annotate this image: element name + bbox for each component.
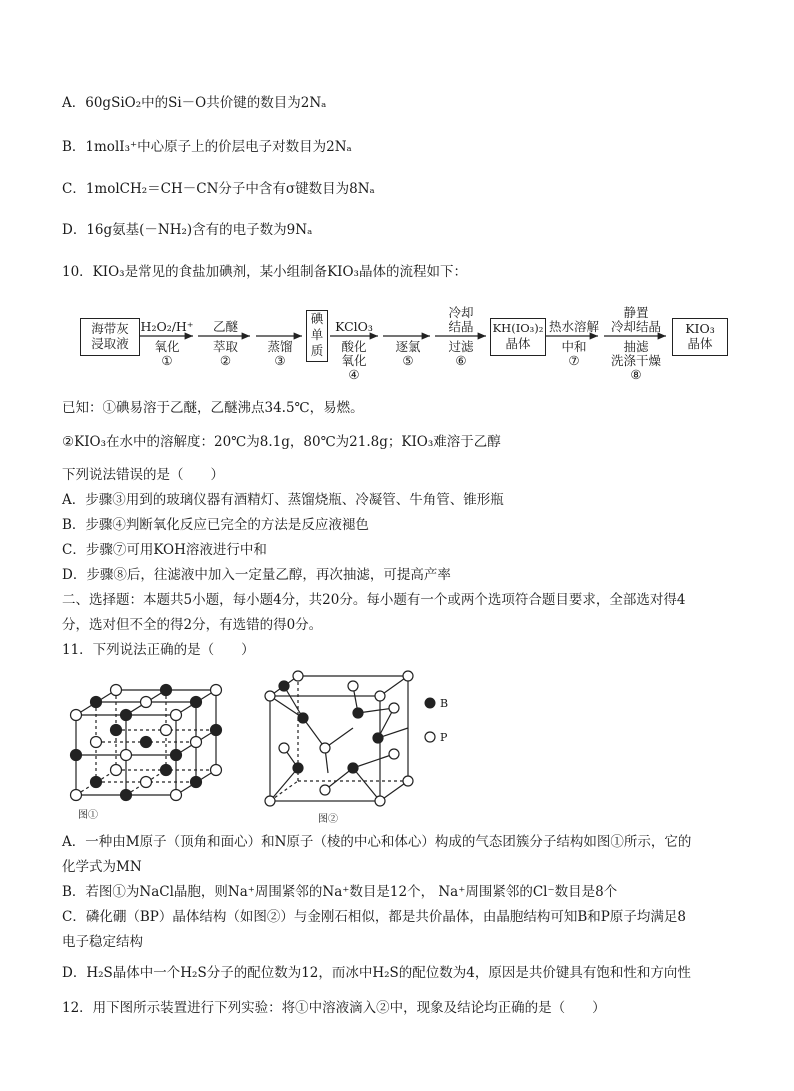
q10-option-c: C．步骤⑦可用KOH溶液进行中和 (62, 542, 267, 558)
step8-top2: 冷却结晶 (610, 319, 661, 334)
step8-top1: 静置 (623, 305, 649, 320)
q12-stem: 12．用下图所示装置进行下列实验：将①中溶液滴入②中，现象及结论均正确的是（ ） (62, 1000, 606, 1016)
step1-number: ① (161, 353, 173, 368)
q9-option-c: C．1molCH₂＝CH－CN分子中含有σ键数目为8Nₐ (62, 181, 375, 197)
step7-number: ⑦ (568, 353, 580, 368)
iodine-line3: 质 (310, 343, 324, 358)
q10-option-b: B．步骤④判断氧化反应已完全的方法是反应液褪色 (62, 517, 369, 533)
q11-option-c-line2: 电子稳定结构 (62, 934, 143, 950)
iodine-line2: 单 (310, 327, 324, 342)
figure1-drawing (66, 670, 226, 810)
step3-number: ③ (274, 353, 286, 368)
step7-label: 中和 (561, 339, 587, 354)
step1-label: 氧化 (154, 339, 180, 354)
q11-option-a-line2: 化学式为MN (62, 859, 142, 875)
legend-b-label: B (440, 697, 449, 710)
step2-reagent: 乙醚 (212, 319, 238, 334)
legend-p-dot (423, 730, 437, 744)
step8-number: ⑧ (630, 367, 642, 382)
legend-b-dot (423, 696, 437, 710)
step4-label1: 酸化 (341, 339, 367, 354)
step8-label1: 抽滤 (623, 339, 649, 354)
q10-stem: 10．KIO₃是常见的食盐加碘剂，某小组制备KIO₃晶体的流程如下： (62, 264, 467, 280)
q11-option-b: B．若图①为NaCl晶胞，则Na⁺周围紧邻的Na⁺数目是12个， Na⁺周围紧邻的Cl⁻数目是8个 (62, 884, 618, 900)
q10-option-a: A．步骤③用到的玻璃仪器有酒精灯、蒸馏烧瓶、冷凝管、牛角管、锥形瓶 (62, 492, 504, 508)
end-box (672, 318, 728, 356)
step4-number: ④ (348, 367, 360, 382)
q10-known2: ②KIO₃在水中的溶解度：20℃为8.1g，80℃为21.8g；KIO₃难溶于乙醇 (62, 434, 501, 450)
step6-label: 过滤 (448, 339, 474, 354)
q9-option-b: B．1molI₃⁺中心原子上的价层电子对数目为2Nₐ (62, 139, 352, 155)
q10-known1: 已知：①碘易溶于乙醚，乙醚沸点34.5℃，易燃。 (62, 400, 364, 416)
q11-option-c-line1: C．磷化硼（BP）晶体结构（如图②）与金刚石相似，都是共价晶体，由晶胞结构可知B和P原子均满足8 (62, 909, 686, 925)
step5-label: 逐氯 (395, 339, 421, 354)
step2-label: 萃取 (212, 339, 238, 354)
q10-option-d: D．步骤⑧后，往滤液中加入一定量乙醇，再次抽滤，可提高产率 (62, 567, 451, 583)
step2-number: ② (219, 353, 232, 368)
step8-label2: 洗涤干燥 (610, 353, 661, 368)
step6-top1: 冷却 (448, 305, 474, 320)
section2-line2: 分，选对但不全的得2分，有选错的得0分。 (62, 617, 323, 633)
step6-top2: 结晶 (448, 319, 474, 334)
q11-option-d: D．H₂S晶体中一个H₂S分子的配位数为12，而冰中H₂S的配位数为4，原因是共价键具有饱和性和方向性 (62, 965, 691, 981)
step6-number: ⑥ (455, 353, 467, 368)
step7-top: 热水溶解 (548, 319, 599, 334)
start-line2: 浸取液 (91, 336, 129, 351)
step1-reagent: H₂O₂/H⁺ (140, 319, 194, 334)
figure2-caption: 图② (318, 814, 338, 825)
figure2-drawing (258, 668, 418, 808)
figure1-caption: 图① (78, 810, 98, 821)
iodine-box (306, 310, 328, 362)
q9-option-d: D．16g氨基(－NH₂)含有的电子数为9Nₐ (62, 222, 313, 238)
khio3-line2: 晶体 (505, 336, 531, 351)
legend-p-label: P (440, 731, 448, 744)
q10-ask: 下列说法错误的是（ ） (62, 467, 224, 483)
q9-option-a: A．60gSiO₂中的Si－O共价键的数目为2Nₐ (62, 95, 327, 111)
step4-reagent: KClO₃ (335, 319, 373, 334)
khio3-line1: KH(IO₃)₂ (492, 321, 544, 335)
q11-stem: 11．下列说法正确的是（ ） (62, 642, 255, 658)
section2-line1: 二、选择题：本题共5小题，每小题4分，共20分。每小题有一个或两个选项符合题目要求，全部选对得4 (62, 592, 686, 608)
end-line1: KIO₃ (685, 321, 715, 336)
figure1-crystal (66, 670, 226, 820)
start-box (80, 318, 140, 356)
figure2-crystal (258, 668, 478, 823)
start-line1: 海带灰 (91, 321, 129, 336)
step4-label2: 氧化 (341, 353, 367, 368)
step5-number: ⑤ (402, 353, 414, 368)
q11-option-a-line1: A．一种由M原子（顶角和面心）和N原子（棱的中心和体心）构成的气态团簇分子结构如图①所示，它的 (62, 834, 692, 850)
q10-flowchart (80, 306, 730, 386)
iodine-line1: 碘 (310, 311, 324, 326)
end-line2: 晶体 (687, 336, 713, 351)
khio3-box (490, 318, 546, 356)
step3-label: 蒸馏 (267, 339, 293, 354)
